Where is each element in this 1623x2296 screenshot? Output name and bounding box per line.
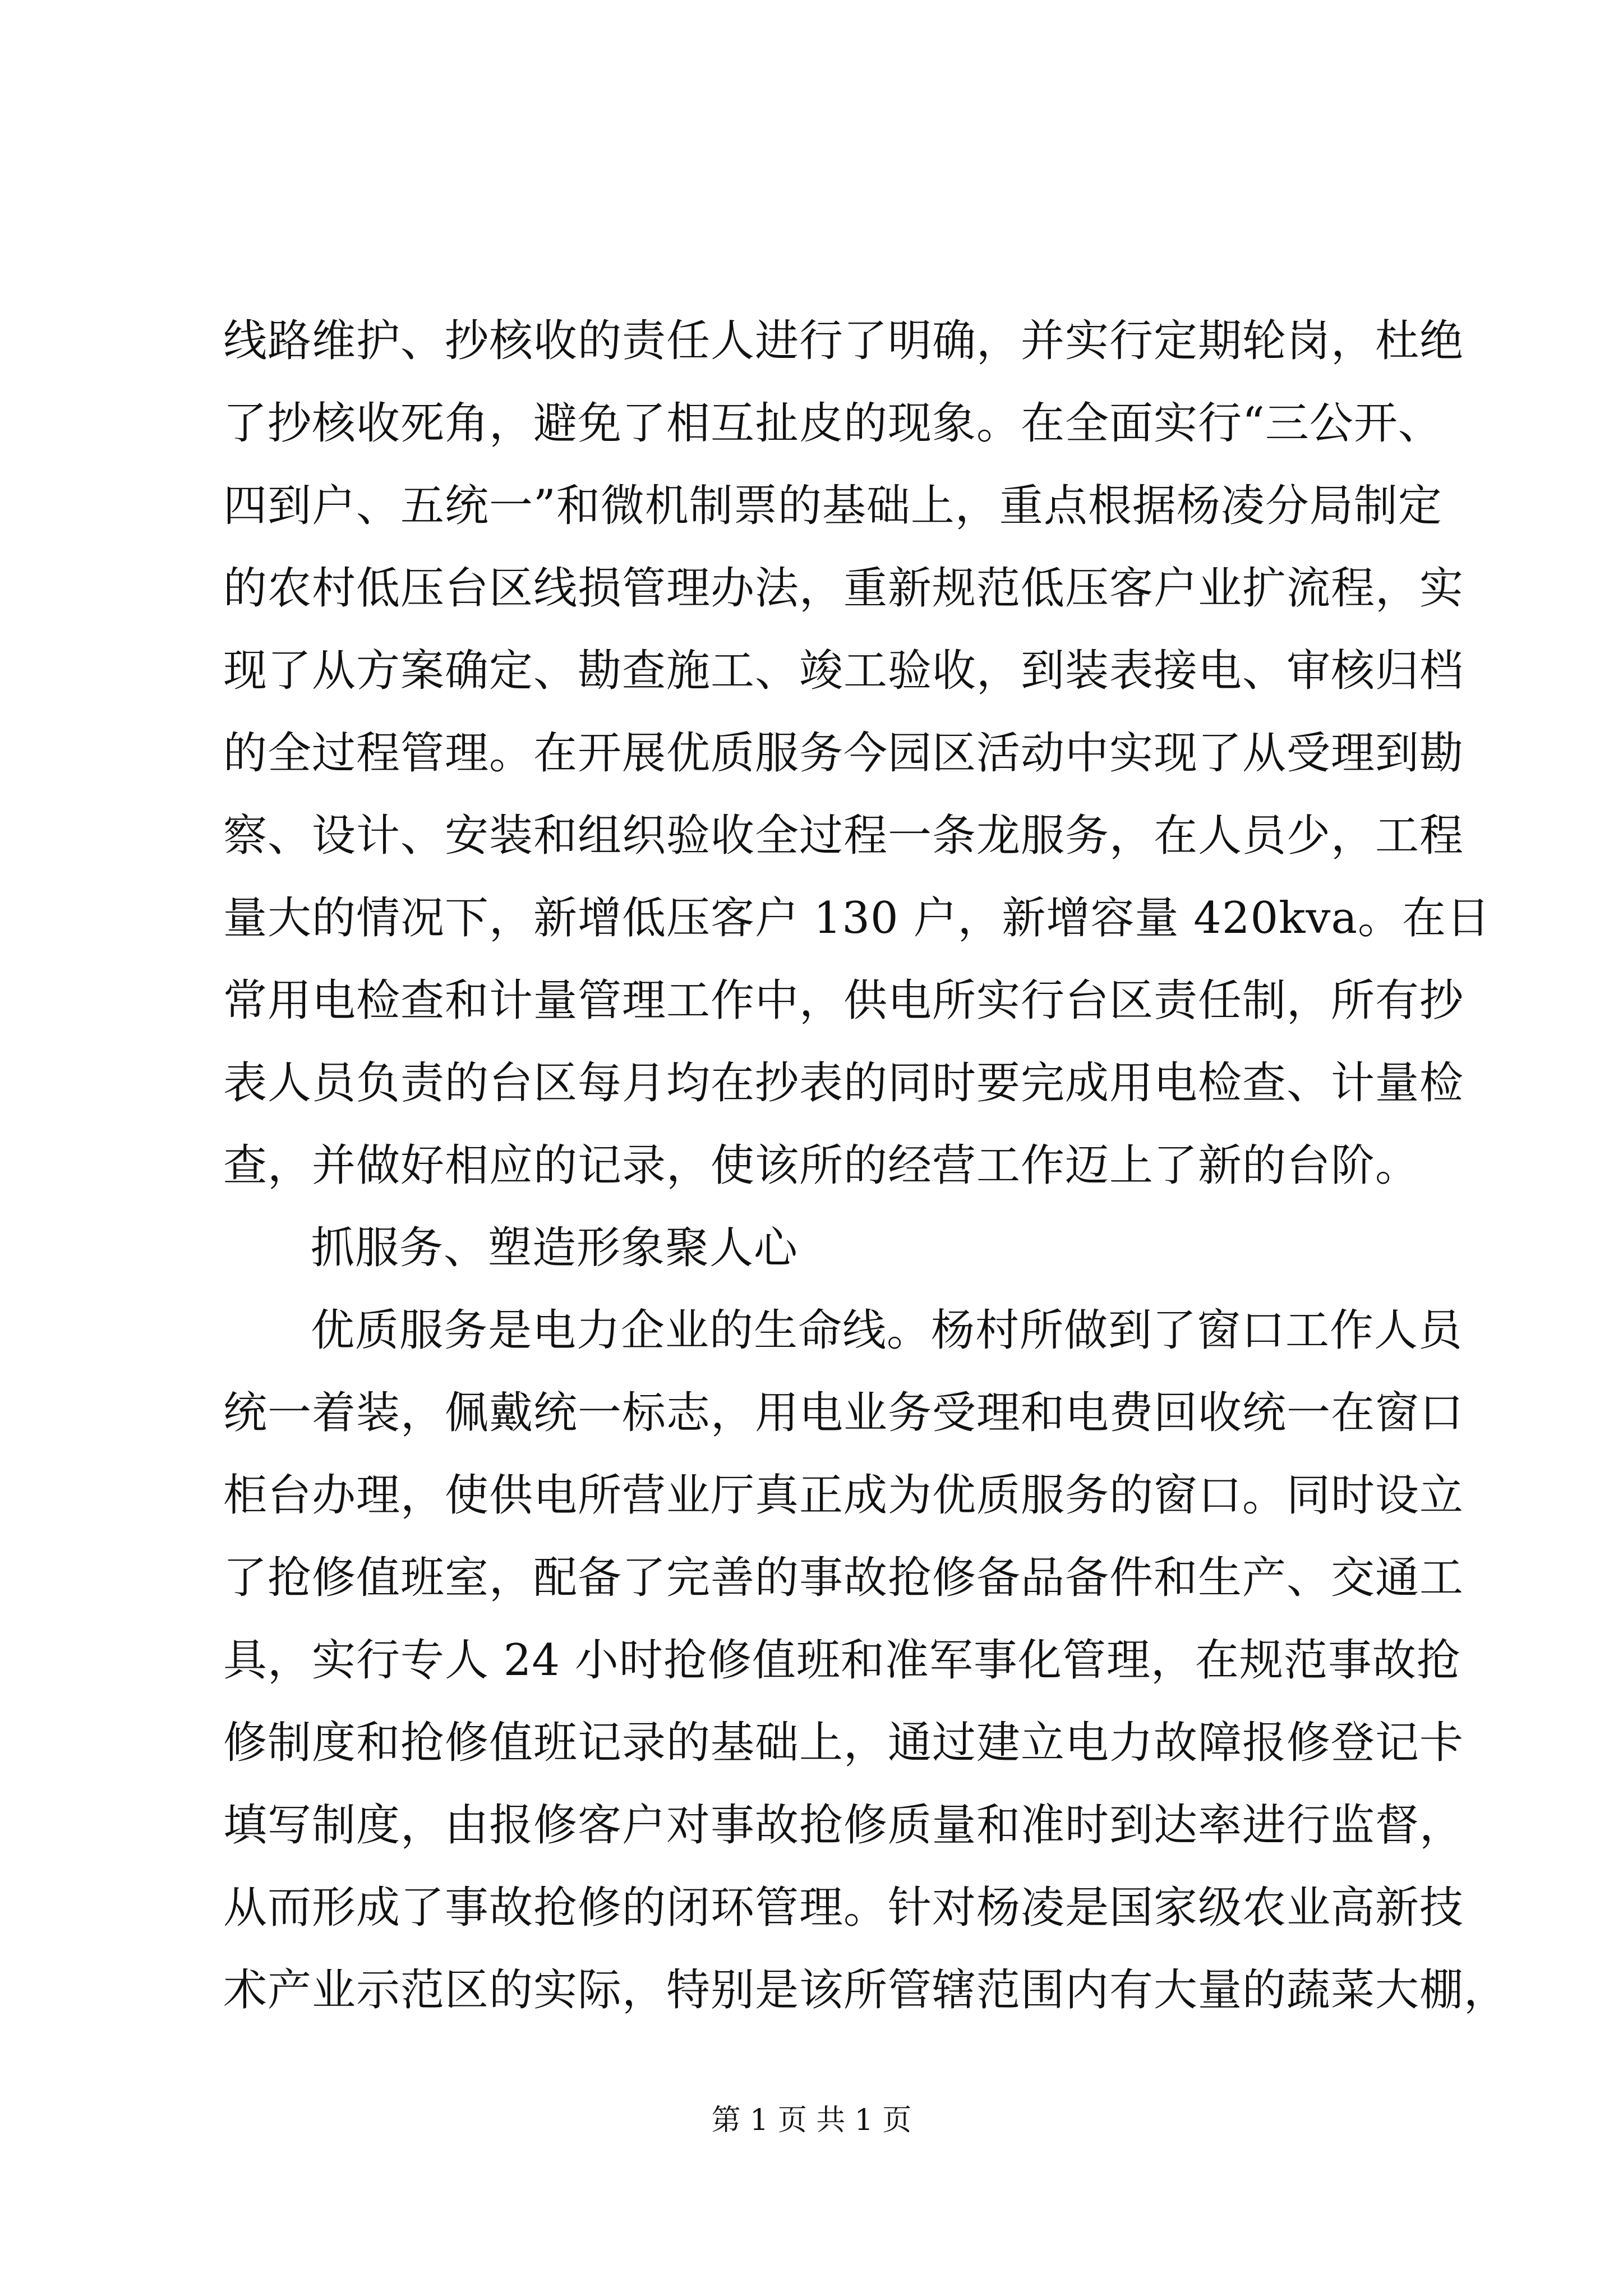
text-line: 四到户、五统一”和微机制票的基础上，重点根据杨凌分局制定 (223, 481, 1442, 531)
text-line: 柜台办理，使供电所营业厅真正成为优质服务的窗口。同时设立 (223, 1470, 1464, 1521)
text-line: 了抢修值班室，配备了完善的事故抢修备品备件和生产、交通工 (223, 1553, 1464, 1603)
text-line: 表人员负责的台区每月均在抄表的同时要完成用电检查、计量检 (223, 1058, 1464, 1108)
text-line: 从而形成了事故抢修的闭环管理。针对杨凌是国家级农业高新技 (223, 1883, 1464, 1933)
text-line: 具，实行专人 24 小时抢修值班和准军事化管理，在规范事故抢 (223, 1635, 1461, 1686)
text-line: 的全过程管理。在开展优质服务今园区活动中实现了从受理到勘 (223, 728, 1464, 779)
page-footer: 第 1 页 共 1 页 (711, 2104, 912, 2137)
text-line: 量大的情况下，新增低压客户 130 户，新增容量 420kva。在日 (223, 893, 1491, 944)
text-line: 修制度和抢修值班记录的基础上，通过建立电力故障报修登记卡 (223, 1718, 1464, 1768)
document-body (223, 300, 1509, 2032)
text-line: 了抄核收死角，避免了相互扯皮的现象。在全面实行“三公开、 (223, 398, 1442, 449)
text-line: 查，并做好相应的记录，使该所的经营工作迈上了新的台阶。 (223, 1140, 1420, 1191)
text-line: 常用电检查和计量管理工作中，供电所实行台区责任制，所有抄 (223, 976, 1464, 1026)
text-line: 优质服务是电力企业的生命线。杨村所做到了窗口工作人员 (311, 1305, 1463, 1356)
text-line: 填写制度，由报修客户对事故抢修质量和准时到达率进行监督， (223, 1800, 1464, 1851)
section-heading: 抓服务、塑造形象聚人心 (311, 1223, 799, 1273)
text-line: 术产业示范区的实际，特别是该所管辖范围内有大量的蔬菜大棚， (223, 1965, 1509, 2016)
text-line: 线路维护、抄核收的责任人进行了明确，并实行定期轮岗，杜绝 (223, 316, 1464, 366)
text-line: 统一着装，佩戴统一标志，用电业务受理和电费回收统一在窗口 (223, 1388, 1464, 1438)
text-line: 现了从方案确定、勘查施工、竣工验收，到装表接电、审核归档 (223, 646, 1464, 696)
text-line: 的农村低压台区线损管理办法，重新规范低压客户业扩流程，实 (223, 563, 1464, 614)
text-line: 察、设计、安装和组织验收全过程一条龙服务，在人员少，工程 (223, 811, 1464, 861)
